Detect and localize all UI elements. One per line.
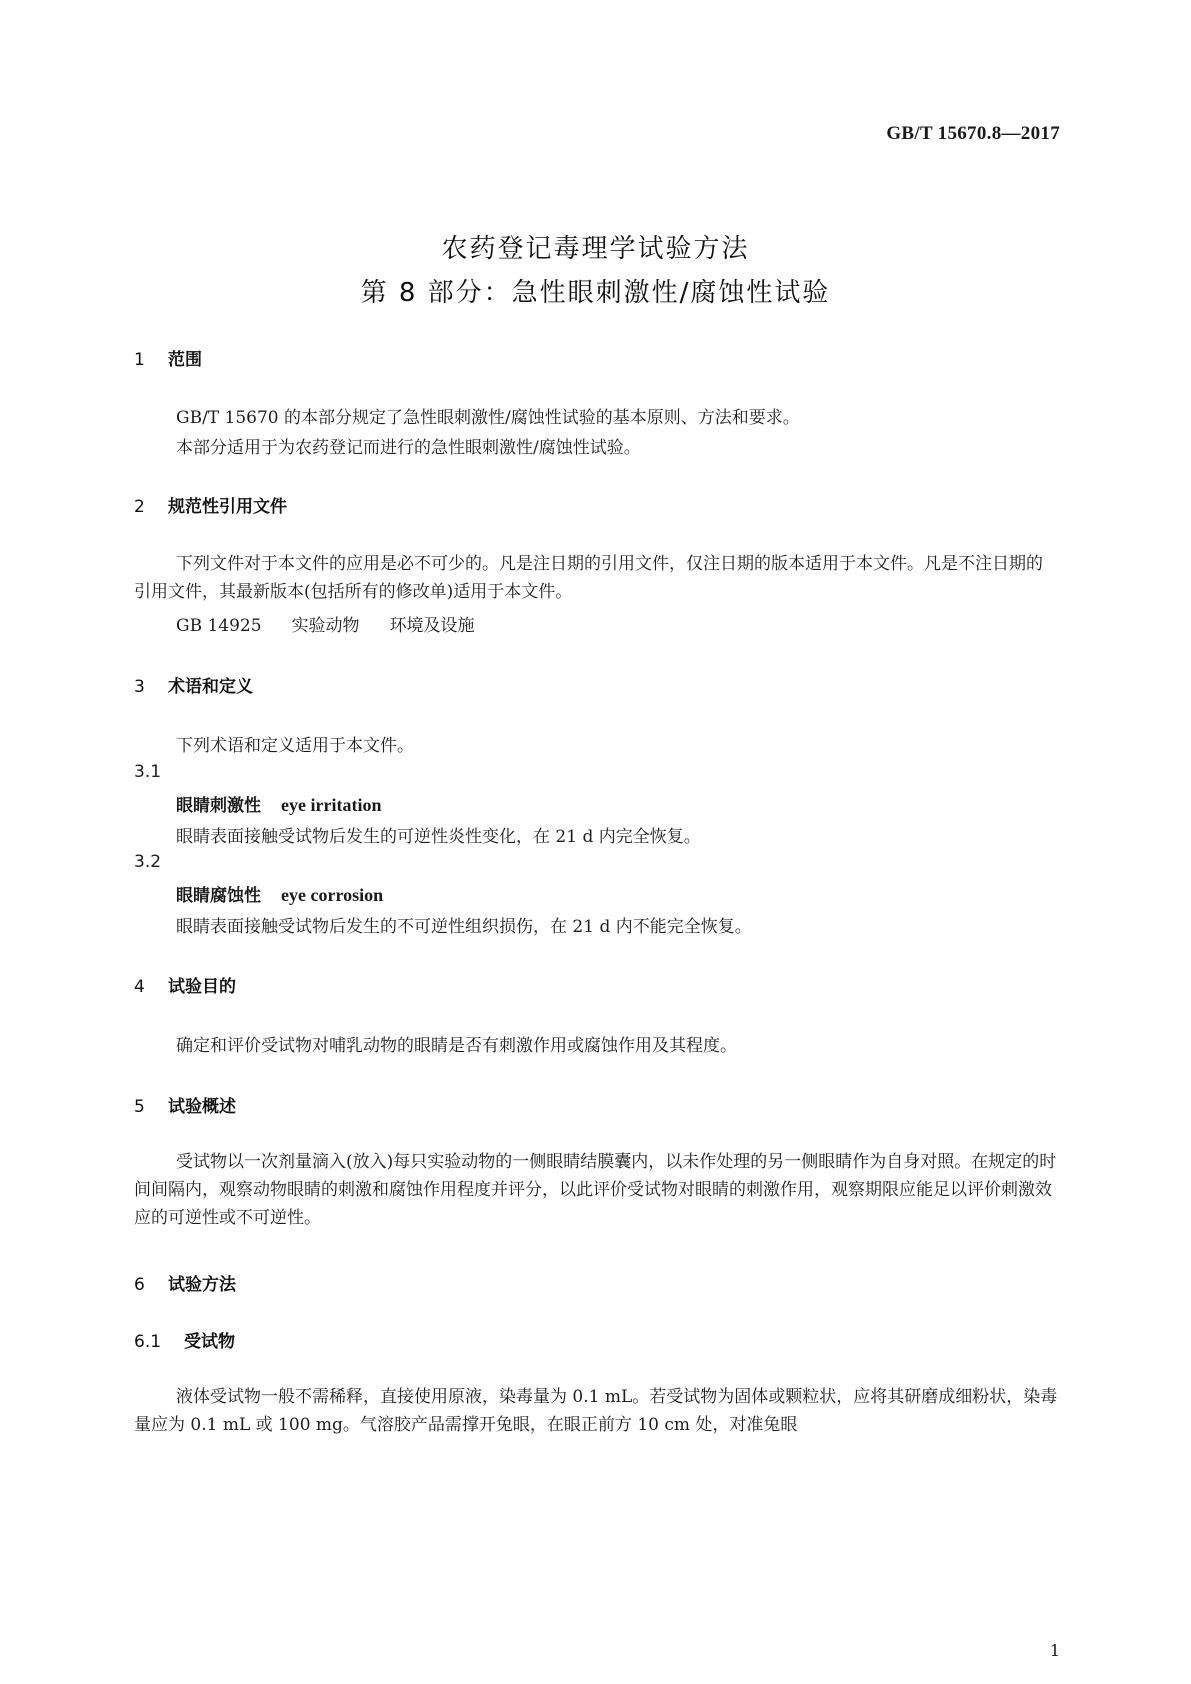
- normative-reference: [176, 611, 475, 636]
- paragraph: 受试物以一次剂量滴入(放入)每只实验动物的一侧眼睛结膜囊内，以未作处理的另一侧眼睛作为自身对照。在规定的时间间隔内，观察动物眼睛的刺激和腐蚀作用程度并评分，以此评价受试物对眼睛的刺激作用，观察期限应能足以评价刺激效应的可逆性或不可逆性。: [134, 1152, 1057, 1228]
- paragraph: 下列文件对于本文件的应用是必不可少的。凡是注日期的引用文件，仅注日期的版本适用于本文件。凡是不注日期的引用文件，其最新版本(包括所有的修改单)适用于本文件。: [134, 554, 1043, 602]
- section-heading-6: [134, 1270, 236, 1295]
- section-number: 3: [134, 677, 145, 697]
- section-number: 6: [134, 1275, 145, 1295]
- section-heading-3: [134, 672, 253, 697]
- section-number: 2: [134, 497, 145, 517]
- section-title: 范围: [168, 350, 202, 370]
- paragraph: 液体受试物一般不需稀释，直接使用原液，染毒量为 0.1 mL。若受试物为固体或颗粒状，应将其研磨成细粉状，染毒量应为 0.1 mL 或 100 mg。气溶胶产品需撑开兔眼，在眼正前方 10 cm 处，对准兔眼: [134, 1387, 1058, 1435]
- section-number: 5: [134, 1097, 145, 1117]
- term-en: eye corrosion: [281, 885, 384, 905]
- section-number: 4: [134, 977, 145, 997]
- term-definition: 眼睛表面接触受试物后发生的不可逆性组织损伤，在 21 d 内不能完全恢复。: [176, 917, 752, 937]
- paragraph: 确定和评价受试物对哺乳动物的眼睛是否有刺激作用或腐蚀作用及其程度。: [176, 1036, 737, 1056]
- term-definition: 眼睛表面接触受试物后发生的可逆性炎性变化，在 21 d 内完全恢复。: [176, 827, 701, 847]
- page-number: 1: [1049, 1641, 1060, 1660]
- section-number: 1: [134, 350, 145, 370]
- subsection-heading-6-1: [134, 1327, 235, 1352]
- reference-title: 环境及设施: [389, 616, 475, 636]
- reference-code: GB 14925: [176, 616, 262, 636]
- paragraph: 下列术语和定义适用于本文件。: [176, 736, 414, 756]
- section-heading-5: [134, 1092, 236, 1117]
- term-en: eye irritation: [281, 795, 382, 815]
- reference-title: 实验动物: [291, 616, 360, 636]
- section-title: 术语和定义: [168, 677, 253, 697]
- document-title-line2: 第 8 部分：急性眼刺激性/腐蚀性试验: [360, 278, 831, 308]
- term-entry: [176, 791, 381, 816]
- section-title: 试验目的: [168, 977, 236, 997]
- section-heading-2: [134, 492, 287, 517]
- term-entry: [176, 881, 383, 906]
- subsection-number: 6.1: [134, 1332, 162, 1352]
- section-heading-1: [134, 345, 202, 370]
- section-heading-4: [134, 972, 236, 997]
- term-number: 3.2: [134, 852, 162, 872]
- section-title: 规范性引用文件: [168, 497, 287, 517]
- section-title: 试验概述: [168, 1097, 236, 1117]
- term-zh: 眼睛腐蚀性: [176, 886, 261, 906]
- paragraph: 本部分适用于为农药登记而进行的急性眼刺激性/腐蚀性试验。: [176, 438, 641, 458]
- term-zh: 眼睛刺激性: [176, 796, 261, 816]
- term-number: 3.1: [134, 762, 162, 782]
- subsection-title: 受试物: [184, 1332, 235, 1352]
- section-title: 试验方法: [168, 1275, 236, 1295]
- standard-code: GB/T 15670.8—2017: [886, 123, 1060, 144]
- paragraph: GB/T 15670 的本部分规定了急性眼刺激性/腐蚀性试验的基本原则、方法和要求。: [176, 408, 800, 428]
- document-title-line1: 农药登记毒理学试验方法: [441, 234, 750, 264]
